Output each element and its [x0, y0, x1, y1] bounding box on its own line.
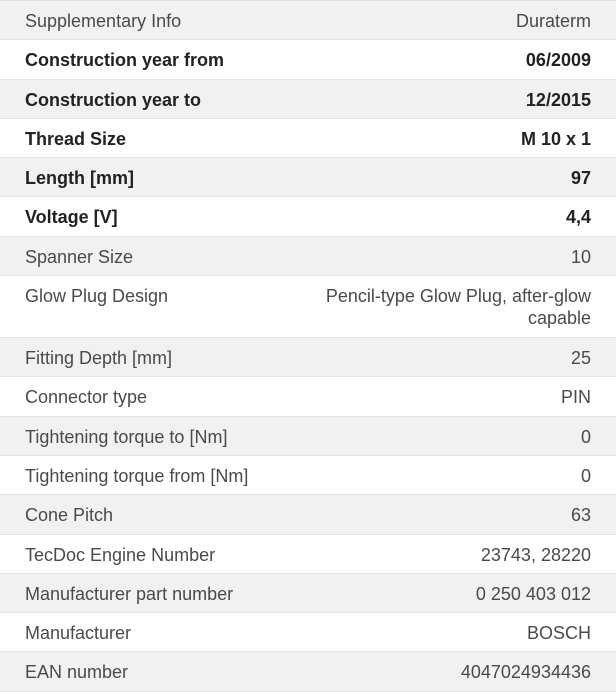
spec-label: Manufacturer [25, 623, 132, 644]
spec-label: Tightening torque from [Nm] [25, 465, 249, 486]
spec-value: PIN [560, 387, 591, 408]
spec-value: 10 [570, 246, 591, 267]
spec-label: Spanner Size [25, 246, 134, 267]
spec-value: 97 [570, 168, 591, 189]
spec-row-voltage [0, 197, 616, 236]
spec-label: Manufacturer part number [25, 583, 234, 604]
spec-row-manufacturer-part-number [0, 574, 616, 613]
spec-value: 0 [580, 465, 591, 486]
spec-value: 23743, 28220 [480, 544, 591, 565]
spec-label: Length [mm] [25, 168, 134, 189]
spec-value: Duraterm [515, 11, 591, 31]
spec-row-length [0, 158, 616, 197]
spec-label: Tightening torque to [Nm] [25, 426, 228, 447]
spec-row-construction-year-to [0, 80, 616, 119]
spec-row-spanner-size [0, 237, 616, 276]
spec-label: Fitting Depth [mm] [25, 348, 173, 369]
spec-value: 4047024934436 [460, 662, 591, 683]
spec-row-tightening-torque-from [0, 456, 616, 495]
spec-label: Glow Plug Design [25, 286, 169, 307]
spec-label: EAN number [25, 662, 129, 683]
spec-label: Construction year from [25, 50, 225, 71]
spec-row-thread-size [0, 119, 616, 158]
spec-row-construction-year-from [0, 40, 616, 79]
spec-label: Construction year to [25, 89, 202, 110]
spec-value: 4,4 [565, 207, 591, 228]
spec-row-cone-pitch [0, 495, 616, 534]
spec-row-fitting-depth [0, 338, 616, 377]
spec-row-supplementary-info [0, 1, 616, 40]
spec-value: BOSCH [526, 623, 591, 644]
spec-value: 63 [570, 505, 591, 526]
spec-value: 12/2015 [525, 89, 591, 110]
spec-row-connector-type [0, 377, 616, 416]
spec-label: Voltage [V] [25, 207, 118, 228]
spec-row-ean-number [0, 652, 616, 691]
spec-row-tecdoc-engine-number [0, 535, 616, 574]
spec-label: Connector type [25, 387, 148, 408]
spec-row-manufacturer [0, 613, 616, 652]
spec-value: Pencil-type Glow Plug, after-glow capable [325, 286, 591, 329]
spec-label: Thread Size [25, 128, 127, 149]
spec-label: Supplementary Info [25, 11, 182, 31]
spec-row-glow-plug-design [0, 276, 616, 338]
spec-value: M 10 x 1 [520, 128, 591, 149]
spec-value: 0 [580, 426, 591, 447]
spec-value: 06/2009 [525, 50, 591, 71]
spec-value: 25 [570, 348, 591, 369]
spec-label: Cone Pitch [25, 505, 114, 526]
spec-label: TecDoc Engine Number [25, 544, 216, 565]
spec-value: 0 250 403 012 [475, 583, 591, 604]
spec-row-tightening-torque-to [0, 417, 616, 456]
